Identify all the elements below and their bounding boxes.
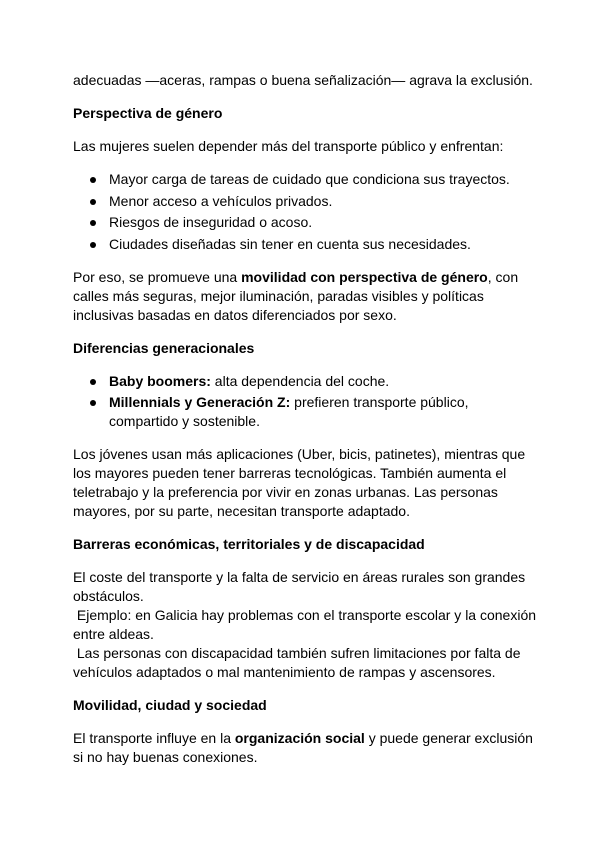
barriers-line: Las personas con discapacidad también sufren limitaciones por falta de vehículos adaptados o mal mantenimiento de rampas y ascensores. (73, 645, 525, 680)
gender-heading: Perspectiva de género (73, 105, 223, 121)
bullet-icon (90, 177, 96, 183)
list-item: Ciudades diseñadas sin tener en cuenta sus necesidades. (73, 235, 540, 254)
bold-term: organización social (234, 730, 365, 746)
list-item-term: Baby boomers: (109, 372, 211, 389)
society-paragraph: El transporte influye en la organización social y puede generar exclusión si no hay buenas conexiones. (73, 730, 533, 765)
barriers-line: Ejemplo: en Galicia hay problemas con el transporte escolar y la conexión entre aldeas. (73, 607, 540, 642)
bullet-icon (90, 199, 96, 205)
intro-paragraph: adecuadas —aceras, rampas o buena señalización— agrava la exclusión. (73, 72, 533, 88)
barriers-heading: Barreras económicas, territoriales y de discapacidad (73, 536, 425, 552)
gender-lead: Las mujeres suelen depender más del transporte público y enfrentan: (73, 138, 504, 154)
list-item: Baby boomers: alta dependencia del coche. (73, 372, 540, 391)
bullet-icon (90, 379, 96, 385)
barriers-line: El coste del transporte y la falta de servicio en áreas rurales son grandes obstáculos. (73, 569, 526, 604)
list-item: Mayor carga de tareas de cuidado que condiciona sus trayectos. (73, 170, 540, 189)
list-item-term: Millennials y Generación Z: (109, 394, 291, 410)
list-item: Millennials y Generación Z: prefieren transporte público, compartido y sostenible. (73, 393, 540, 431)
gender-conclusion: Por eso, se promueve una movilidad con perspectiva de género, con calles más seguras, mejor iluminación, paradas visibles y políticas inclusivas basadas en datos diferenciados por sexo. (73, 268, 519, 323)
bold-term: movilidad con perspectiva de género (241, 268, 488, 285)
bullet-icon (90, 220, 96, 226)
bullet-icon (90, 400, 96, 406)
list-item: Riesgos de inseguridad o acoso. (73, 213, 540, 232)
list-item: Menor acceso a vehículos privados. (73, 192, 540, 211)
generations-heading: Diferencias generacionales (73, 339, 255, 356)
generations-paragraph: Los jóvenes usan más aplicaciones (Uber, bicis, patinetes), mientras que los mayores pueden tener barreras tecnológicas. También aumenta el teletrabajo y la preferencia por vivir en zonas urbanas. Las personas mayores, por su parte, necesitan transporte adaptado. (73, 446, 526, 519)
gender-list (73, 170, 540, 254)
generations-list (73, 372, 540, 432)
society-heading: Movilidad, ciudad y sociedad (73, 697, 267, 713)
bullet-icon (90, 242, 96, 248)
